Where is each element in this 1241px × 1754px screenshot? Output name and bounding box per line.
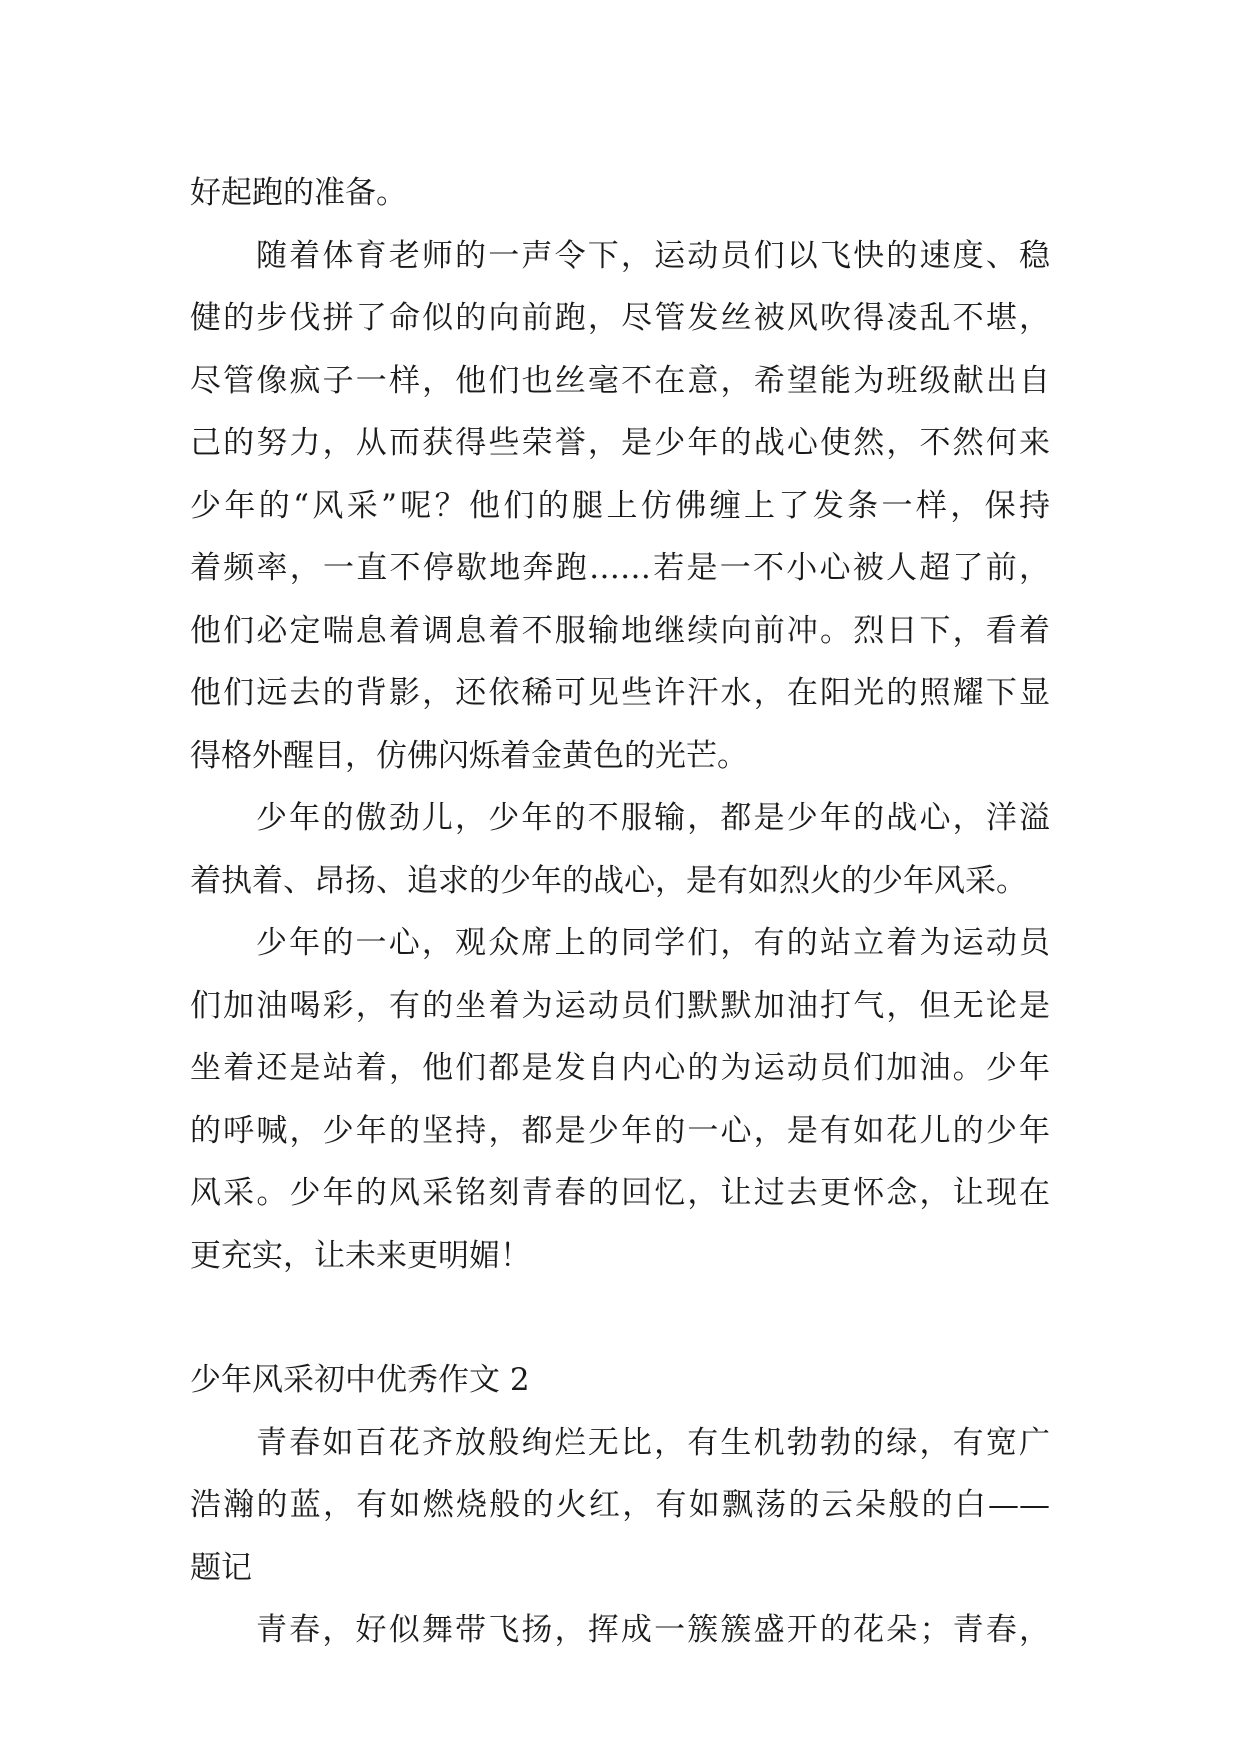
text-line: 题记 [190,1549,252,1586]
paragraph-epigraph [190,1412,1050,1600]
section-heading: 少年风采初中优秀作文 2 [190,1362,530,1398]
text-line: 青春，好似舞带飞扬，挥成一簇簇盛开的花朵；青春， [256,1612,1050,1648]
text-line: 他们远去的背影，还依稀可见些许汗水，在阳光的照耀下显 [190,675,1050,711]
text-line: 他们必定喘息着调息着不服输地继续向前冲。烈日下，看着 [190,612,1050,649]
paragraph-continuation [190,162,1050,225]
text-line: 好起跑的准备。 [190,175,407,211]
text-line: 少年的“风采”呢？他们的腿上仿佛缠上了发条一样，保持 [190,487,1050,524]
text-line: 得格外醒目，仿佛闪烁着金黄色的光芒。 [190,737,748,774]
text-line: 着执着、昂扬、追求的少年的战心，是有如烈火的少年风采。 [190,862,1027,899]
text-line: 少年的傲劲儿，少年的不服输，都是少年的战心，洋溢 [256,800,1050,836]
text-line: 更充实，让未来更明媚！ [190,1237,531,1274]
text-line: 浩瀚的蓝，有如燃烧般的火红，有如飘荡的云朵般的白—— [190,1487,1050,1523]
text-line: 尽管像疯子一样，他们也丝毫不在意，希望能为班级献出自 [190,362,1050,399]
text-line: 己的努力，从而获得些荣誉，是少年的战心使然，不然何来 [190,425,1050,461]
document-body [190,162,1050,1662]
text-line: 少年的一心，观众席上的同学们，有的站立着为运动员 [256,925,1050,961]
text-line: 风采。少年的风采铭刻青春的回忆，让过去更怀念，让现在 [190,1175,1050,1211]
paragraph-one-heart [190,912,1050,1287]
text-line: 坐着还是站着，他们都是发自内心的为运动员们加油。少年 [190,1050,1050,1086]
text-line: 的呼喊，少年的坚持，都是少年的一心，是有如花儿的少年 [190,1112,1050,1149]
text-line: 们加油喝彩，有的坐着为运动员们默默加油打气，但无论是 [190,987,1050,1024]
paragraph-battle-heart [190,787,1050,912]
text-line: 随着体育老师的一声令下，运动员们以飞快的速度、稳 [256,237,1050,274]
text-line: 着频率，一直不停歇地奔跑……若是一不小心被人超了前， [190,550,1050,586]
paragraph-youth [190,1599,1050,1662]
paragraph-race [190,225,1050,788]
text-line: 健的步伐拼了命似的向前跑，尽管发丝被风吹得凌乱不堪， [190,300,1050,336]
text-line: 青春如百花齐放般绚烂无比，有生机勃勃的绿，有宽广 [256,1424,1050,1461]
